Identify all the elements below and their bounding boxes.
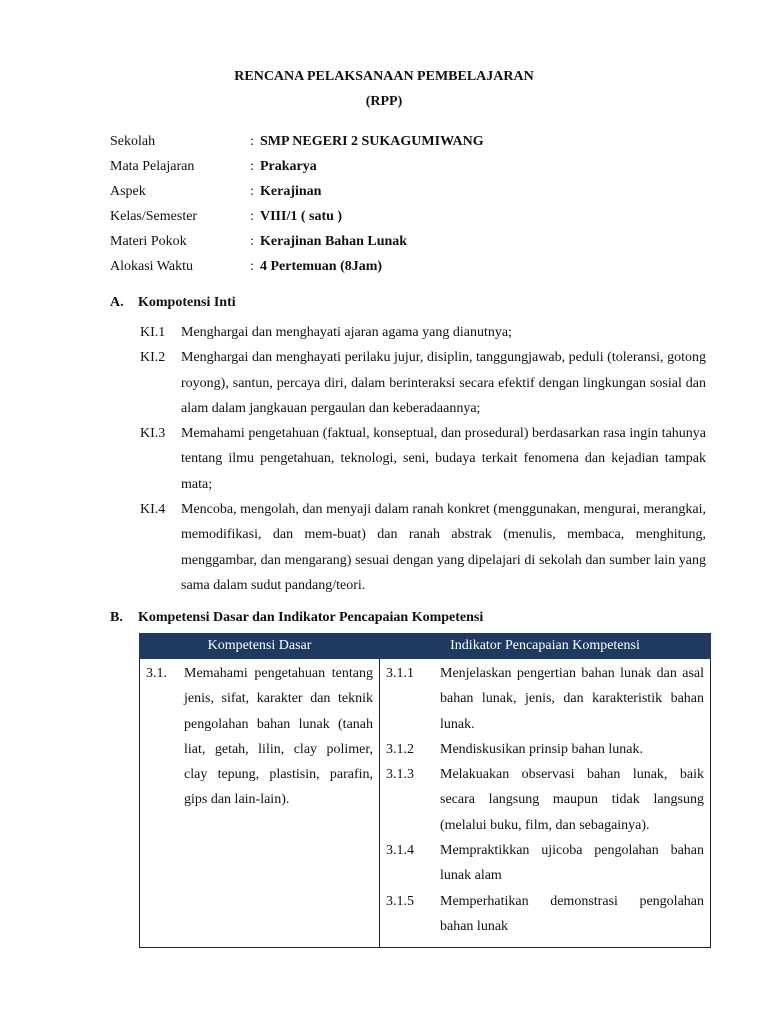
table-header-kd: Kompetensi Dasar (140, 634, 380, 659)
identity-label: Aspek (110, 184, 146, 199)
kd-code: 3.1. (146, 666, 167, 681)
ki-code: KI.4 (140, 502, 166, 518)
ki-code: KI.3 (140, 426, 166, 442)
identity-value: Kerajinan (260, 184, 322, 199)
indicator-text: Melakuakan observasi bahan lunak, baik secara langsung maupun tidak langsung (melalui buku, film, dan sebagainya). (440, 767, 704, 833)
indicator-text: Memperhatikan demonstrasi pengolahan bahan lunak (440, 893, 704, 934)
kompetensi-inti-list (140, 320, 706, 598)
identity-colon: : (250, 209, 254, 224)
identity-colon: : (250, 259, 254, 274)
indicator-text: Mempraktikkan ujicoba pengolahan bahan lunak alam (440, 843, 704, 884)
ki-text: Mencoba, mengolah, dan menyaji dalam ranah konkret (menggunakan, mengurai, merangkai, memodifikasi, dan mem-buat) dan ranah abstrak (menulis, membaca, menghitung, menggambar, dan mengarang) sesuai dengan yang dipelajari di sekolah dan sumber lain yang sama dalam sudut pandang/teori. (181, 502, 706, 593)
identity-value: SMP NEGERI 2 SUKAGUMIWANG (260, 134, 484, 149)
kd-text: Memahami pengetahuan tentang jenis, sifat, karakter dan teknik pengolahan bahan lunak (tanah liat, getah, lilin, clay polimer, clay tepung, plastisin, parafin, gips dan lain-lain). (184, 666, 373, 808)
document-subtitle: (RPP) (365, 94, 403, 109)
section-letter: B. (110, 610, 123, 625)
identity-colon: : (250, 159, 254, 174)
identity-label: Alokasi Waktu (110, 259, 193, 274)
indicator-code: 3.1.5 (386, 893, 414, 909)
ki-item (140, 345, 706, 421)
indicator-item (386, 762, 704, 838)
ki-text: Menghargai dan menghayati ajaran agama yang dianutnya; (181, 325, 512, 340)
indicator-item (386, 661, 704, 737)
section-a-heading (110, 295, 236, 311)
section-title: Kompotensi Inti (138, 295, 236, 310)
indicator-cell (380, 659, 711, 948)
indicator-code: 3.1.2 (386, 741, 414, 757)
document-title: RENCANA PELAKSANAAN PEMBELAJARAN (234, 69, 534, 84)
ki-text: Memahami pengetahuan (faktual, konseptual, dan prosedural) berdasarkan rasa ingin tahunya tentang ilmu pengetahuan, teknologi, seni, budaya terkait fenomena dan kejadian tampak mata; (181, 426, 706, 492)
section-title: Kompetensi Dasar dan Indikator Pencapaian Kompetensi (138, 610, 484, 625)
indicator-item (386, 838, 704, 889)
ki-text: Menghargai dan menghayati perilaku jujur, disiplin, tanggungjawab, peduli (toleransi, gotong royong), santun, percaya diri, dalam berinteraksi secara efektif dengan lingkungan sosial dan alam dalam jangkauan pergaulan dan keberadaannya; (181, 350, 706, 416)
table-header-row (140, 634, 711, 659)
identity-colon: : (250, 234, 254, 249)
identity-value: VIII/1 ( satu ) (260, 209, 343, 224)
section-b-heading (110, 610, 483, 626)
indicator-code: 3.1.3 (386, 767, 414, 783)
indicator-code: 3.1.1 (386, 666, 414, 681)
identity-value: 4 Pertemuan (8Jam) (260, 259, 383, 274)
identity-value: Kerajinan Bahan Lunak (260, 234, 408, 249)
indicator-item (386, 737, 704, 762)
ki-code: KI.1 (140, 325, 166, 340)
indicator-code: 3.1.4 (386, 843, 414, 859)
identity-value: Prakarya (260, 159, 317, 174)
table-header-indikator: Indikator Pencapaian Kompetensi (380, 634, 711, 659)
identity-label: Materi Pokok (110, 234, 187, 249)
table-row (140, 659, 711, 948)
identity-label: Kelas/Semester (110, 209, 198, 224)
ki-item (140, 320, 706, 345)
section-letter: A. (110, 295, 124, 310)
indicator-text: Mendiskusikan prinsip bahan lunak. (440, 741, 643, 757)
kompetensi-table (139, 633, 711, 948)
identity-colon: : (250, 134, 254, 149)
identity-colon: : (250, 184, 254, 199)
indicator-text: Menjelaskan pengertian bahan lunak dan asal bahan lunak, jenis, dan karakteristik bahan lunak. (440, 666, 704, 732)
ki-item (140, 421, 706, 497)
identity-label: Sekolah (110, 134, 156, 149)
ki-code: KI.2 (140, 350, 166, 366)
indicator-item (386, 889, 704, 940)
identity-label: Mata Pelajaran (110, 159, 195, 174)
kd-cell (140, 659, 380, 948)
ki-item (140, 497, 706, 598)
